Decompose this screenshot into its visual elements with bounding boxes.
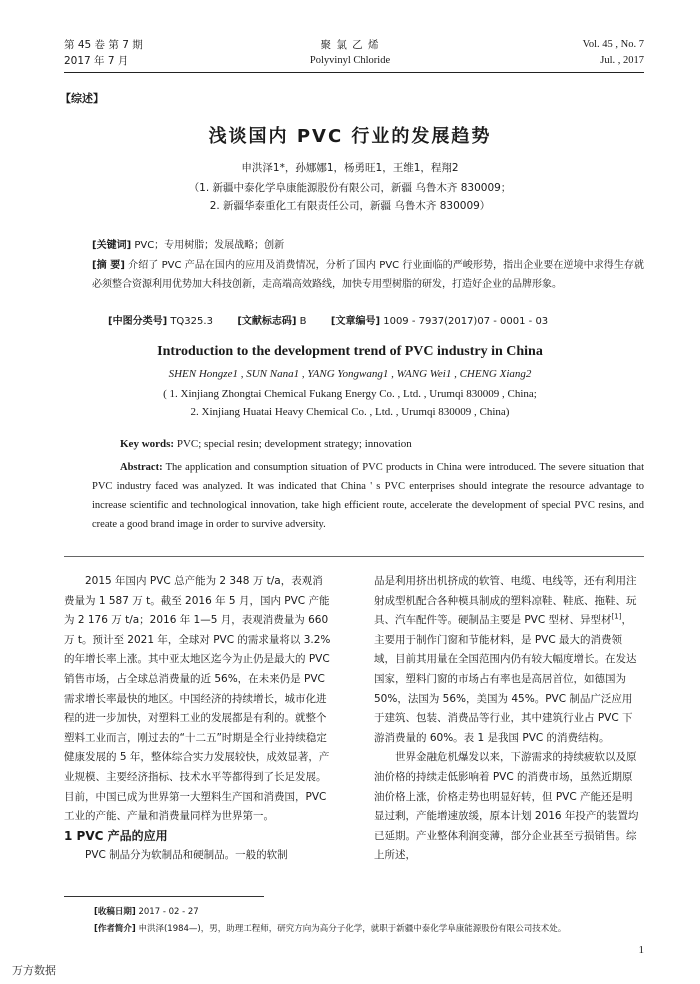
- page-number: 1: [638, 944, 644, 956]
- body-text: 品是利用挤出机挤成的软管、电缆、电线等，还有利用注射成型机配合各种模具制成的塑料凉鞋、鞋底、拖鞋、玩具、汽车配件等。硬制品主要是 PVC 型材、异型材: [374, 575, 637, 627]
- journal-volume-issue: 第 45 卷 第 7 期: [64, 39, 143, 51]
- authors-cn: 申洪泽1*，孙娜娜1，杨勇旺1，王维1，程翔2: [241, 162, 459, 174]
- abstract-en-label: Abstract:: [120, 462, 163, 473]
- received-date: [94, 905, 199, 917]
- affiliation-en-1: ( 1. Xinjiang Zhongtai Chemical Fukang Energy Co. , Ltd. , Urumqi 830009 , China;: [163, 388, 537, 400]
- section-heading: 1 PVC 产品的应用: [64, 828, 168, 843]
- abstract-cn-label: [摘 要]: [92, 260, 125, 271]
- body-text: ，主要用于制作门窗和节能材料，是 PVC 最大的消费领域，目前其用量在全国范围内仍有较大幅度增长。在发达国家，塑料门窗的市场占有率也是高居首位，如德国为 50%，法国为 56%，美国为 45%。PVC 制品广泛应用于建筑、包装、消费品等行业，其中建筑行业占 PVC 下游消费量的 60%。表 1 是我国 PVC 的消费结构。: [374, 614, 637, 744]
- footnote-rule: [64, 896, 264, 897]
- body-paragraph: [374, 572, 642, 748]
- body-column-right: [374, 572, 642, 866]
- article-title-en: Introduction to the development trend of PVC industry in China: [157, 344, 543, 359]
- article-id-value: 1009 - 7937(2017)07 - 0001 - 03: [383, 316, 549, 327]
- keywords-cn-text: PVC；专用树脂；发展战略；创新: [134, 240, 285, 251]
- article-id-label: [文章编号]: [330, 316, 381, 327]
- journal-name-en: Polyvinyl Chloride: [309, 55, 391, 66]
- doc-code-label: [文献标志码]: [237, 316, 297, 327]
- header-rule: [64, 72, 644, 73]
- received-label: [收稿日期]: [94, 907, 136, 917]
- affiliation-cn-1: （1. 新疆中泰化学阜康能源股份有限公司，新疆 乌鲁木齐 830009；: [188, 182, 512, 194]
- abstract-divider: [64, 556, 644, 557]
- doc-code-value: B: [299, 316, 307, 327]
- journal-date-cn: 2017 年 7 月: [64, 55, 129, 67]
- keywords-cn: [92, 236, 644, 255]
- author-bio-text: 申洪泽(1984—)，男，助理工程师，研究方向为高分子化学，就职于新疆中泰化学阜康能源股份有限公司技术处。: [138, 924, 567, 934]
- journal-volume-en: Vol. 45 , No. 7: [582, 39, 644, 50]
- article-title-cn: 浅谈国内 PVC 行业的发展趋势: [208, 126, 492, 147]
- abstract-cn-text: 介绍了 PVC 产品在国内的应用及消费情况，分析了国内 PVC 行业面临的严峻形势，指出企业要在逆境中求得生存就必须整合资源利用优势加大科技创新，走高端高效路线，加快专用型树脂的研发，打造好企业的品牌形象。: [92, 260, 644, 290]
- article-category: 【综述】: [60, 92, 104, 105]
- keywords-en-label: Key words:: [120, 438, 175, 450]
- citation-ref: [1]: [611, 612, 622, 621]
- keywords-cn-label: [关键词]: [92, 240, 132, 251]
- keywords-en-text: PVC; special resin; development strategy; innovation: [176, 438, 412, 450]
- body-paragraph: 世界金融危机爆发以来，下游需求的持续疲软以及原油价格的持续走低影响着 PVC 的消费市场，虽然近期原油价格上涨，价格走势也明显好转，但 PVC 产能还是明显过剩，产能增速放缓，原本计划 2016 年投产的装置均已延期。产业整体利润变薄，部分企业甚至亏损销售。综上所述，: [374, 751, 639, 862]
- body-column-left: [64, 572, 332, 866]
- body-paragraph: PVC 制品分为软制品和硬制品。一般的软制: [85, 849, 288, 862]
- author-bio-label: [作者简介]: [94, 924, 136, 934]
- author-bio: [94, 922, 644, 934]
- classification-meta: [108, 312, 628, 327]
- body-paragraph: 2015 年国内 PVC 总产能为 2 348 万 t/a，表观消费量为 1 587 万 t。截至 2016 年 5 月，国内 PVC 产能为 2 176 万 t/a；2016 年 1—5 月，表观消费量为 660 万 t。预计至 2021 年，全球对 PVC 的需求量将以 3.2% 的年增长率上涨。其中亚太地区迄今为止仍是最大的 PVC 销售市场，占全球总消费量的近 56%，在未来仍是 PVC 需求增长率最快的地区。中国经济的持续增长，城市化进程的进一步加快，对塑料工业的发展都是有利的。就整个塑料工业而言，刚过去的“十二五”时期是全行业持续稳定健康发展的 5 年，整体综合实力发展较快，成效显著，产业规模、主要经济指标、技术水平等都得到了长足发展。目前，中国已成为世界第一大塑料生产国和消费国，PVC 工业的产能、产量和消费量同样为世界第一。: [64, 575, 331, 823]
- keywords-en: [120, 438, 644, 450]
- journal-name-cn: 聚 氯 乙 烯: [320, 39, 380, 51]
- journal-date-en: Jul. , 2017: [600, 55, 644, 66]
- clc-label: [中图分类号]: [108, 316, 168, 327]
- affiliation-en-2: 2. Xinjiang Huatai Heavy Chemical Co. , Ltd. , Urumqi 830009 , China): [190, 406, 510, 418]
- affiliation-cn-2: 2. 新疆华泰重化工有限责任公司，新疆 乌鲁木齐 830009）: [209, 200, 491, 212]
- abstract-cn: [92, 256, 644, 294]
- received-value: 2017 - 02 - 27: [138, 907, 199, 917]
- clc-value: TQ325.3: [170, 316, 213, 327]
- abstract-en: [92, 458, 644, 534]
- authors-en: SHEN Hongze1 , SUN Nana1 , YANG Yongwang1 , WANG Wei1 , CHENG Xiang2: [168, 368, 532, 380]
- abstract-en-text: The application and consumption situation of PVC products in China were introduced. The severe situation that PVC industry faced was analyzed. It was indicated that China ' s PVC enterprises should integrate the resource advantage to increase scientific and technological innovation, take high efficient route, accelerate the development of special PVC resins, and create a good brand image in order to survive adversity.: [92, 462, 644, 530]
- watermark: 万方数据: [12, 964, 56, 977]
